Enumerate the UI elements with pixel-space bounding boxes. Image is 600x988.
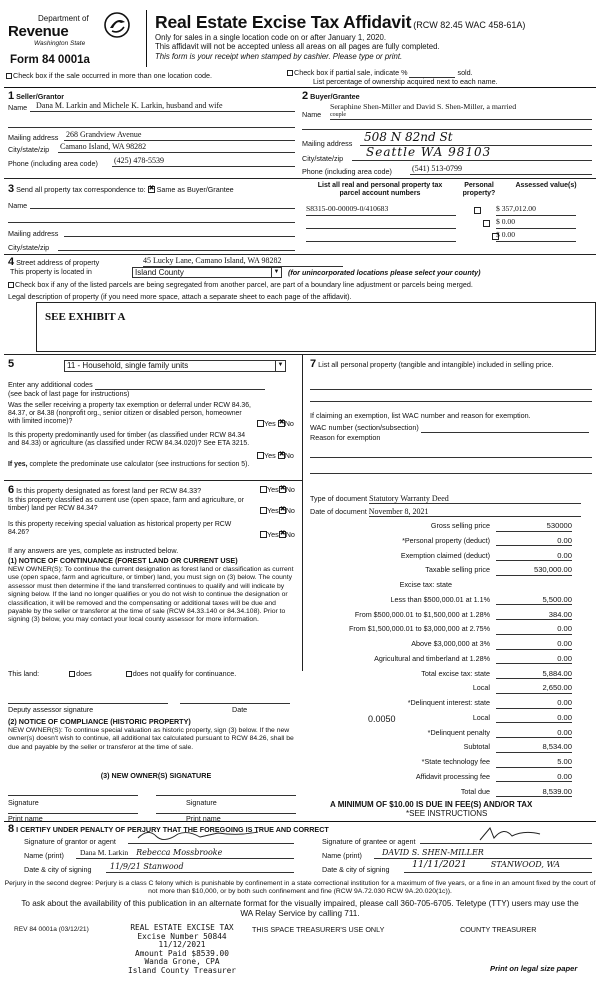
buyer-phone-label: Phone (including area code) bbox=[302, 167, 392, 176]
assessed-value-field[interactable] bbox=[496, 205, 576, 216]
grantor-name-label: Name (print) bbox=[24, 851, 64, 860]
corr-mailing-field[interactable] bbox=[64, 226, 295, 237]
stamp-line: REAL ESTATE EXCISE TAX bbox=[130, 923, 234, 932]
wac-label: WAC number (section/subsection) bbox=[310, 423, 419, 432]
certify-statement: I CERTIFY UNDER PENALTY OF PERJURY THAT THE FOREGOING IS TRUE AND CORRECT bbox=[16, 825, 329, 834]
fee-label: Exemption claimed (deduct) bbox=[400, 550, 490, 560]
new-owner-signature-2[interactable] bbox=[156, 786, 296, 796]
yes-label: Yes bbox=[267, 530, 279, 539]
segregated-label: Check box if any of the listed parcels are being segregated from another parcel, are part of a boundary line adjustment or parcels being merged. bbox=[15, 280, 473, 289]
seller-name-value: Dana M. Larkin and Michele K. Larkin, husband and wife bbox=[36, 101, 223, 110]
buyer-num: 2 bbox=[302, 90, 309, 102]
rule-2 bbox=[4, 178, 596, 179]
seller-phone-field[interactable] bbox=[112, 156, 295, 167]
correspondence-row bbox=[8, 183, 234, 196]
historic-yes-checkbox[interactable] bbox=[260, 531, 267, 538]
this-land-row bbox=[8, 670, 236, 678]
section3-num: 3 bbox=[8, 183, 15, 195]
partial-sale-label: Check box if partial sale, indicate % bbox=[294, 68, 408, 77]
yes-label: Yes bbox=[267, 485, 279, 494]
no-label: No bbox=[284, 451, 294, 460]
header-notices bbox=[155, 33, 440, 61]
chevron-down-icon: ▼ bbox=[275, 361, 285, 371]
continuance-title: (1) NOTICE OF CONTINUANCE (FOREST LAND OR CURRENT USE) bbox=[8, 556, 238, 565]
seller-city-value: Camano Island, WA 98282 bbox=[60, 142, 147, 151]
dept-line1: Department of bbox=[38, 14, 89, 23]
stamp-line: Excise Number 50844 bbox=[137, 931, 227, 941]
grantor-name-value-2: Rebecca Mossbrooke bbox=[136, 848, 223, 857]
doc-date-field[interactable] bbox=[369, 507, 581, 517]
fee-value[interactable]: 5,500.00 bbox=[496, 596, 572, 606]
buyer-phone-field[interactable] bbox=[410, 164, 592, 175]
form-number: Form 84 0001a bbox=[10, 54, 90, 66]
dor-emblem-icon bbox=[104, 12, 130, 38]
fee-row bbox=[306, 773, 572, 784]
new-owner-signature-1[interactable] bbox=[8, 786, 138, 796]
buyer-city-value: Seattle WA 98103 bbox=[366, 145, 492, 159]
county-treasurer-label: COUNTY TREASURER bbox=[460, 925, 537, 934]
seller-phone-value: (425) 478-5539 bbox=[114, 156, 164, 165]
parcel-row[interactable] bbox=[306, 231, 456, 242]
located-label: This property is located in bbox=[10, 267, 92, 276]
seller-mailing-value: 268 Grandview Avenue bbox=[66, 130, 142, 139]
fee-label: From $500,000.01 to $1,500,000 at 1.28% bbox=[354, 609, 490, 619]
grantor-name-field[interactable] bbox=[76, 848, 294, 859]
fee-value[interactable]: 0.00 bbox=[496, 714, 572, 724]
this-land-label: This land: bbox=[8, 669, 40, 678]
grantee-name-label: Name (print) bbox=[322, 851, 362, 860]
fee-row bbox=[306, 670, 572, 681]
fee-value[interactable]: 0.00 bbox=[496, 773, 572, 783]
seller-phone-label: Phone (including area code) bbox=[8, 159, 98, 168]
grantee-date-value: 11/11/2021 bbox=[412, 859, 467, 870]
same-as-buyer-checkbox[interactable] bbox=[148, 186, 155, 193]
doc-type-row bbox=[310, 494, 581, 504]
reason-field-2[interactable] bbox=[310, 466, 592, 474]
column-divider bbox=[302, 355, 303, 671]
grantee-date-label: Date & city of signing bbox=[322, 865, 390, 874]
new-owner-sig-title: (3) NEW OWNER(S) SIGNATURE bbox=[100, 771, 212, 780]
fee-row bbox=[306, 611, 572, 622]
grantor-name-value: Dana M. Larkin bbox=[80, 848, 129, 857]
section6-num: 6 bbox=[8, 484, 15, 496]
local-rate: 0.0050 bbox=[368, 714, 396, 724]
segregated-checkbox[interactable] bbox=[8, 282, 14, 288]
land-use-select[interactable] bbox=[64, 360, 286, 372]
wac-row bbox=[310, 424, 589, 433]
fee-value[interactable]: 384.00 bbox=[496, 611, 572, 621]
corr-city-field[interactable] bbox=[58, 240, 295, 251]
minimum-due-note: A MINIMUM OF $10.00 IS DUE IN FEE(S) AND/OR TAX bbox=[330, 800, 533, 809]
fee-label: Local bbox=[472, 712, 490, 722]
current-use-yes-checkbox[interactable] bbox=[260, 507, 267, 514]
assessed-value: $ 0.00 bbox=[496, 217, 515, 226]
fee-value[interactable]: 530000 bbox=[496, 522, 572, 532]
form-rcw: (RCW 82.45 WAC 458-61A) bbox=[413, 20, 526, 30]
parcel-row[interactable] bbox=[306, 218, 456, 229]
chevron-down-icon: ▼ bbox=[271, 268, 281, 277]
if-yes-note: If any answers are yes, complete as instructed below. bbox=[8, 546, 179, 555]
current-use-no-checkbox[interactable] bbox=[279, 507, 286, 514]
corr-name-label: Name bbox=[8, 201, 28, 210]
dor-logo bbox=[8, 14, 128, 48]
parcel-number: S8315-00-00009-0/410683 bbox=[306, 204, 389, 213]
rule-5 bbox=[4, 480, 302, 481]
exemption-yes-checkbox[interactable] bbox=[257, 420, 264, 427]
fee-row bbox=[306, 699, 572, 710]
assessed-value-field[interactable] bbox=[496, 218, 576, 229]
corr-name-line2[interactable] bbox=[8, 215, 295, 223]
grantee-date-field[interactable] bbox=[404, 860, 592, 873]
seller-mailing-label: Mailing address bbox=[8, 133, 59, 142]
fee-row bbox=[306, 758, 572, 769]
treasurer-only-label: THIS SPACE TREASURER'S USE ONLY bbox=[252, 925, 385, 934]
fee-label: Less than $500,000.01 at 1.1% bbox=[390, 594, 490, 604]
form-title: Real Estate Excise Tax Affidavit bbox=[155, 12, 412, 32]
wac-field[interactable] bbox=[421, 424, 589, 433]
reason-field[interactable] bbox=[310, 450, 592, 458]
county-value: Island County bbox=[135, 268, 184, 277]
header-divider bbox=[146, 10, 147, 67]
grantor-date-label: Date & city of signing bbox=[24, 865, 92, 874]
rule-3 bbox=[4, 254, 596, 255]
timber-answer bbox=[257, 452, 294, 460]
grantee-signature-field[interactable] bbox=[420, 832, 592, 844]
deputy-label: Deputy assessor signature bbox=[8, 705, 94, 714]
buyer-mailing-label: Mailing address bbox=[302, 139, 353, 148]
doc-date-label: Date of document bbox=[310, 507, 367, 516]
corr-name-field[interactable] bbox=[30, 198, 295, 209]
personal-property-checkbox[interactable] bbox=[474, 207, 481, 214]
legal-label: Legal description of property (if you need more space, attach a separate sheet to each page of the affidavit). bbox=[8, 292, 352, 301]
forest-yes-checkbox[interactable] bbox=[260, 486, 267, 493]
rule-6 bbox=[4, 821, 596, 822]
historic-answer bbox=[260, 531, 295, 539]
current-use-question: Is this property classified as current use (open space, farm and agriculture, or timber) land per RCW 84.34? bbox=[8, 497, 244, 512]
fee-label: Agricultural and timberland at 1.28% bbox=[374, 653, 490, 663]
title-block bbox=[155, 12, 525, 32]
stamp-line: Amount Paid $8539.00 bbox=[135, 948, 229, 958]
fee-label: Total excise tax: state bbox=[421, 668, 490, 678]
personal-property-checkbox[interactable] bbox=[483, 220, 490, 227]
timber-note-text: complete the predominate use calculator (see instructions for section 5). bbox=[29, 461, 250, 468]
fee-value[interactable]: 0.00 bbox=[496, 640, 572, 650]
forest-question: Is this property designated as forest land per RCW 84.33? bbox=[16, 486, 202, 495]
yes-label: Yes bbox=[267, 506, 279, 515]
grantor-date-field[interactable] bbox=[106, 862, 294, 873]
legal-description-text: SEE EXHIBIT A bbox=[45, 311, 126, 323]
assessed-value: $ 0.00 bbox=[496, 230, 515, 239]
additional-codes-label: Enter any additional codes bbox=[8, 380, 93, 389]
fee-label: *Delinquent interest: state bbox=[407, 698, 490, 707]
buyer-city-label: City/state/zip bbox=[302, 154, 344, 163]
fee-value[interactable]: 530,000.00 bbox=[496, 566, 572, 576]
notice-1: Only for sales in a single location code on or after January 1, 2020. bbox=[155, 33, 387, 42]
seller-num: 1 bbox=[8, 90, 15, 102]
correspondence-label: Send all property tax correspondence to: bbox=[16, 185, 146, 194]
section7-label-row bbox=[310, 358, 592, 371]
does-checkbox[interactable] bbox=[69, 671, 75, 677]
legal-description-box[interactable] bbox=[36, 302, 596, 352]
segregated-row bbox=[8, 281, 473, 289]
treasurer-stamp bbox=[118, 924, 246, 976]
forest-answer bbox=[260, 486, 295, 494]
doc-type-field[interactable] bbox=[369, 494, 581, 504]
reason-row bbox=[310, 434, 380, 442]
fee-value[interactable]: 8,534.00 bbox=[496, 743, 572, 753]
buyer-heading bbox=[302, 90, 360, 103]
buyer-name-value: Seraphine Shen-Miller and David S. Shen-Miller, a married bbox=[330, 102, 517, 111]
grantee-signature-icon bbox=[420, 826, 592, 842]
fee-label: Excise tax: state bbox=[399, 580, 452, 589]
timber-no-checkbox[interactable] bbox=[278, 452, 285, 459]
notice-2: This affidavit will not be accepted unless all areas on all pages are fully completed. bbox=[155, 42, 440, 52]
forest-question-row bbox=[8, 484, 260, 497]
land-use-value: 11 - Household, single family units bbox=[67, 361, 189, 370]
grantee-name-value: DAVID S. SHEN-MILLER bbox=[382, 848, 484, 857]
exemption-question: Was the seller receiving a property tax exemption or deferral under RCW 84.36, 84.37, or 84.38 (nonprofit org., senior citizen or disabled person, homeowner with limited income)? bbox=[8, 402, 251, 425]
header-rule bbox=[4, 87, 596, 88]
fee-value[interactable]: 0.00 bbox=[496, 552, 572, 562]
fee-row bbox=[306, 581, 572, 592]
stamp-line: Wanda Grone, CPA bbox=[144, 957, 220, 967]
exemption-answer bbox=[257, 420, 294, 428]
grantee-city-value: STANWOOD, WA bbox=[490, 860, 561, 869]
signature-label: Signature bbox=[186, 798, 217, 807]
fee-row bbox=[306, 566, 572, 577]
exemption-claim-label: If claiming an exemption, list WAC number and reason for exemption. bbox=[310, 411, 531, 420]
assessed-header: Assessed value(s) bbox=[515, 182, 577, 189]
seller-name-label: Name bbox=[8, 103, 28, 112]
does-not-label: does not qualify for continuance. bbox=[132, 669, 237, 678]
revision-label: REV 84 0001a (03/12/21) bbox=[14, 926, 89, 933]
buyer-name-label: Name bbox=[302, 110, 322, 119]
deputy-date-label: Date bbox=[232, 705, 248, 714]
county-select[interactable] bbox=[132, 267, 282, 278]
compliance-title: (2) NOTICE OF COMPLIANCE (HISTORIC PROPERTY) bbox=[8, 717, 191, 726]
fee-value[interactable]: 5,884.00 bbox=[496, 670, 572, 680]
deputy-date-field[interactable] bbox=[180, 696, 290, 704]
yes-label: Yes bbox=[264, 419, 276, 428]
street-value: 45 Lucky Lane, Camano Island, WA 98282 bbox=[143, 256, 282, 265]
fee-row bbox=[306, 537, 572, 548]
fee-row bbox=[306, 625, 572, 636]
partial-sale-sold: sold. bbox=[457, 68, 473, 77]
historic-no-checkbox[interactable] bbox=[279, 531, 286, 538]
fee-row bbox=[306, 684, 572, 695]
fee-value[interactable]: 0.00 bbox=[496, 729, 572, 739]
fee-value[interactable]: 0.00 bbox=[496, 625, 572, 635]
fee-row bbox=[306, 714, 572, 725]
notice-3: This form is your receipt when stamped by cashier. Please type or print. bbox=[155, 51, 403, 61]
print-name-label: Print name bbox=[8, 814, 43, 823]
fee-row bbox=[306, 729, 572, 740]
continuance-body: NEW OWNER(S): To continue the current designation as forest land or classification as current use (open space, farm and agriculture, or timber) land, you must sign on (3) below. The county assessor must then determine if the land transferred continues to qualify and will indicate by signing below. If the land no longer qualifies or you do not wish to continue the designation or classification, it will be removed and the compensating or additional taxes will be due and payable by the seller or transferor at the time of sale (RCW 84.33.140 or 84.34.108). Prior to signing (3) below, you may contact your local county assessor for more information. bbox=[8, 566, 294, 624]
fee-label: Taxable selling price bbox=[425, 565, 490, 575]
buyer-name-value-2: couple bbox=[330, 112, 592, 120]
deputy-signature-field[interactable] bbox=[8, 696, 168, 704]
seller-city-field[interactable] bbox=[58, 142, 295, 153]
multi-location-label: Check box if the sale occurred in more than one location code. bbox=[13, 71, 212, 80]
seller-title: Seller/Grantor bbox=[16, 92, 65, 101]
seller-name-field[interactable] bbox=[30, 101, 295, 112]
fee-row bbox=[306, 552, 572, 563]
no-label: No bbox=[285, 530, 295, 539]
partial-sale-note: List percentage of ownership acquired next to each name. bbox=[313, 77, 498, 87]
doc-type-label: Type of document bbox=[310, 494, 368, 503]
fee-label: *Delinquent penalty bbox=[427, 727, 490, 737]
fee-row bbox=[306, 743, 572, 754]
fee-value[interactable]: 0.00 bbox=[496, 537, 572, 547]
assessed-value-field[interactable] bbox=[496, 231, 576, 242]
buyer-city-field[interactable] bbox=[352, 146, 592, 161]
county-note: (for unincorporated locations please select your county) bbox=[288, 268, 481, 277]
street-label: Street address of property bbox=[16, 258, 100, 267]
fee-row bbox=[306, 655, 572, 666]
grantor-signature-field[interactable] bbox=[128, 832, 294, 844]
section4-num: 4 bbox=[8, 256, 15, 268]
assessed-value: $ 357,012.00 bbox=[496, 204, 536, 213]
corr-mailing-label: Mailing address bbox=[8, 229, 59, 238]
new-owner-print-2[interactable] bbox=[156, 806, 296, 814]
dept-line2: Revenue bbox=[8, 23, 69, 41]
perjury-notice: Perjury in the second degree: Perjury is a class C felony which is punishable by confinement in a state correctional institution for a maximum of five years, or a fine in an amount fixed by the court of not more than $10,000, or by both such confinement and fine (RCW 9A.72.030 RCW 9A.20.020(1c)). bbox=[4, 880, 596, 895]
fee-label: Local bbox=[472, 683, 490, 693]
stamp-line: 11/12/2021 bbox=[158, 940, 206, 950]
same-as-buyer-label: Same as Buyer/Grantee bbox=[156, 185, 234, 194]
exemption-no-checkbox[interactable] bbox=[278, 420, 285, 427]
multi-location-row bbox=[6, 72, 212, 80]
fee-row bbox=[306, 640, 572, 651]
signature-label: Signature bbox=[8, 798, 39, 807]
no-label: No bbox=[285, 485, 295, 494]
buyer-title: Buyer/Grantee bbox=[310, 92, 360, 101]
timber-note bbox=[8, 461, 288, 469]
fee-value[interactable]: 5.00 bbox=[496, 758, 572, 768]
partial-sale-row bbox=[287, 69, 498, 87]
parcel-row[interactable] bbox=[306, 205, 456, 216]
partial-sale-checkbox[interactable] bbox=[287, 70, 293, 76]
historic-question: Is this property receiving special valuation as historical property per RCW 84.26? bbox=[8, 521, 232, 536]
timber-yes-checkbox[interactable] bbox=[257, 452, 264, 459]
availability-notice: To ask about the availability of this publication in an alternate format for the visually impaired, please call 360-705-6705. Teletype (TTY) users may use the WA Relay Service by calling 711. bbox=[21, 899, 579, 918]
personal-header: Personal property? bbox=[462, 182, 496, 198]
fee-label: *Personal property (deduct) bbox=[402, 535, 490, 545]
no-label: No bbox=[285, 506, 295, 515]
yes-label: Yes bbox=[264, 451, 276, 460]
fee-label: From $1,500,000.01 to $3,000,000 at 2.75% bbox=[348, 624, 490, 634]
parcel-header: List all real and personal property tax parcel account numbers bbox=[317, 182, 443, 198]
seller-mailing-field[interactable] bbox=[64, 130, 295, 141]
doc-date-value: November 8, 2021 bbox=[368, 507, 429, 516]
grantor-date-value: 11/9/21 Stanwood bbox=[110, 862, 184, 871]
fee-row bbox=[306, 788, 572, 799]
grantor-signature-label: Signature of grantor or agent bbox=[24, 837, 116, 846]
personal-property-field[interactable] bbox=[310, 382, 592, 390]
fee-label: Total due bbox=[460, 786, 490, 796]
section5-num: 5 bbox=[8, 358, 15, 370]
stamp-line: Island County Treasurer bbox=[128, 965, 236, 975]
fee-value[interactable]: 2,650.00 bbox=[496, 684, 572, 694]
section7-num: 7 bbox=[310, 358, 317, 370]
compliance-body: NEW OWNER(S): To continue special valuation as historic property, sign (3) below. If the new owner(s) doesn't wish to continue, all additional tax calculated pursuant to RCW 84.26, shall be due and payable by the seller or transferor at the time of sale. bbox=[8, 727, 294, 751]
timber-question: Is this property predominantly used for timber (as classified under RCW 84.34 and 84.33) or agriculture (as classified under RCW 84.34.020)? See ETA 3215. bbox=[8, 432, 250, 447]
current-use-answer bbox=[260, 507, 295, 515]
fee-row bbox=[306, 522, 572, 533]
dept-line3: Washington State bbox=[34, 40, 86, 48]
buyer-mailing-field[interactable] bbox=[360, 131, 592, 146]
fee-value[interactable]: 0.00 bbox=[496, 655, 572, 665]
does-not-checkbox[interactable] bbox=[126, 671, 132, 677]
doc-type-value: Statutory Warranty Deed bbox=[369, 494, 449, 503]
grantee-name-field[interactable] bbox=[374, 848, 592, 859]
new-owner-print-1[interactable] bbox=[8, 806, 138, 814]
forest-no-checkbox[interactable] bbox=[279, 486, 286, 493]
buyer-name-field[interactable] bbox=[330, 103, 592, 120]
personal-property-field-2[interactable] bbox=[310, 394, 592, 402]
no-label: No bbox=[284, 419, 294, 428]
street-field[interactable] bbox=[143, 256, 343, 267]
personal-property-label: List all personal property (tangible and intangible) included in selling price. bbox=[318, 360, 554, 369]
print-name-label: Print name bbox=[186, 814, 221, 823]
see-back-note: (see back of last page for instructions) bbox=[8, 389, 130, 398]
grantor-signature-icon bbox=[128, 828, 294, 842]
print-legal-note: Print on legal size paper bbox=[490, 965, 578, 973]
corr-city-label: City/state/zip bbox=[8, 243, 50, 252]
reason-label: Reason for exemption bbox=[310, 433, 381, 442]
fee-label: Above $3,000,000 at 3% bbox=[411, 639, 490, 648]
grantee-signature-label: Signature of grantee or agent bbox=[322, 837, 416, 846]
fee-row bbox=[306, 596, 572, 607]
section8-num: 8 bbox=[8, 823, 15, 835]
fee-label: *State technology fee bbox=[421, 757, 490, 766]
buyer-mailing-value: 508 N 82nd St bbox=[364, 130, 453, 144]
fee-value[interactable]: 0.00 bbox=[496, 699, 572, 709]
buyer-phone-value: (541) 513-0799 bbox=[412, 164, 462, 173]
does-label: does bbox=[76, 669, 92, 678]
see-instructions: *SEE INSTRUCTIONS bbox=[406, 809, 488, 818]
fee-value[interactable]: 8,539.00 bbox=[496, 788, 572, 798]
seller-city-label: City/state/zip bbox=[8, 145, 50, 154]
fee-label: Affidavit processing fee bbox=[415, 771, 490, 781]
fee-label: Subtotal bbox=[463, 742, 490, 752]
rule-4 bbox=[4, 354, 596, 355]
fee-label: Gross selling price bbox=[430, 521, 490, 530]
multi-location-checkbox[interactable] bbox=[6, 73, 12, 79]
doc-date-row bbox=[310, 507, 581, 517]
timber-note-bold: If yes, bbox=[8, 461, 28, 468]
seller-name-line2[interactable] bbox=[8, 120, 295, 128]
